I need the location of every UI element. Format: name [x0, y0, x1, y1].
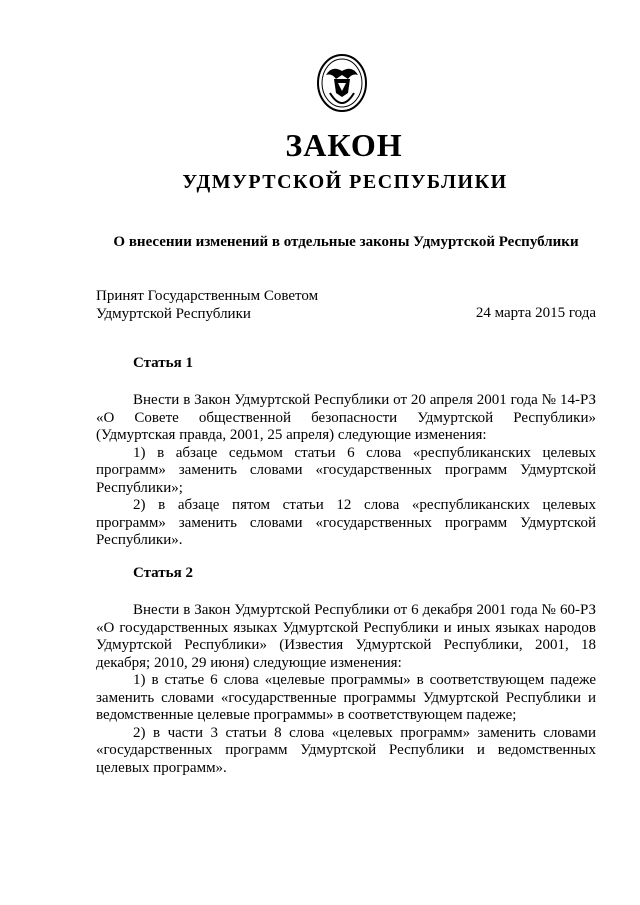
article-1-heading: Статья 1 [133, 355, 193, 371]
article-2-paragraph: 1) в статье 6 слова «целевые программы» в соответствующем падеже заменить словами «государственные программы Удмуртской Республики и ведомственные целевые программы» в соответствующем падеже; [96, 672, 596, 723]
udmurt-coat-of-arms-icon [312, 53, 372, 113]
document-title: О внесении изменений в отдельные законы Удмуртской Республики [113, 234, 579, 250]
article-1-paragraph: Внести в Закон Удмуртской Республики от 20 апреля 2001 года № 14-РЗ «О Совете общественной безопасности Удмуртской Республики» (Удмуртская правда, 2001, 25 апреля) следующие изменения: [96, 392, 596, 443]
article-2-heading: Статья 2 [133, 565, 193, 581]
adoption-block [96, 287, 318, 323]
article-2-body [96, 602, 596, 777]
article-2-paragraph: 2) в части 3 статьи 8 слова «целевых программ» заменить словами «государственных программ Удмуртской Республики и ведомственных целевых программ». [96, 724, 596, 776]
article-2-paragraph: Внести в Закон Удмуртской Республики от 6 декабря 2001 года № 60-РЗ «О государственных языках Удмуртской Республики и иных языках народов Удмуртской Республики» (Известия Удмуртской Республики, 2001, 18 декабря; 2010, 29 июня) следующие изменения: [96, 602, 596, 671]
law-heading: ЗАКОН [285, 127, 403, 163]
article-1-paragraph: 1) в абзаце седьмом статьи 6 слова «республиканских целевых программ» заменить словами «государственных программ Удмуртской Республики»; [96, 444, 596, 496]
republic-heading: УДМУРТСКОЙ РЕСПУБЛИКИ [182, 171, 508, 193]
adoption-line-1: Принят Государственным Советом [96, 288, 319, 304]
adoption-date: 24 марта 2015 года [475, 305, 596, 321]
article-1-paragraph: 2) в абзаце пятом статьи 12 слова «республиканских целевых программ» заменить словами «государственных программ Удмуртской Республики». [96, 497, 596, 548]
adoption-line-2: Удмуртской Республики [96, 306, 251, 322]
article-1-body [96, 392, 596, 550]
